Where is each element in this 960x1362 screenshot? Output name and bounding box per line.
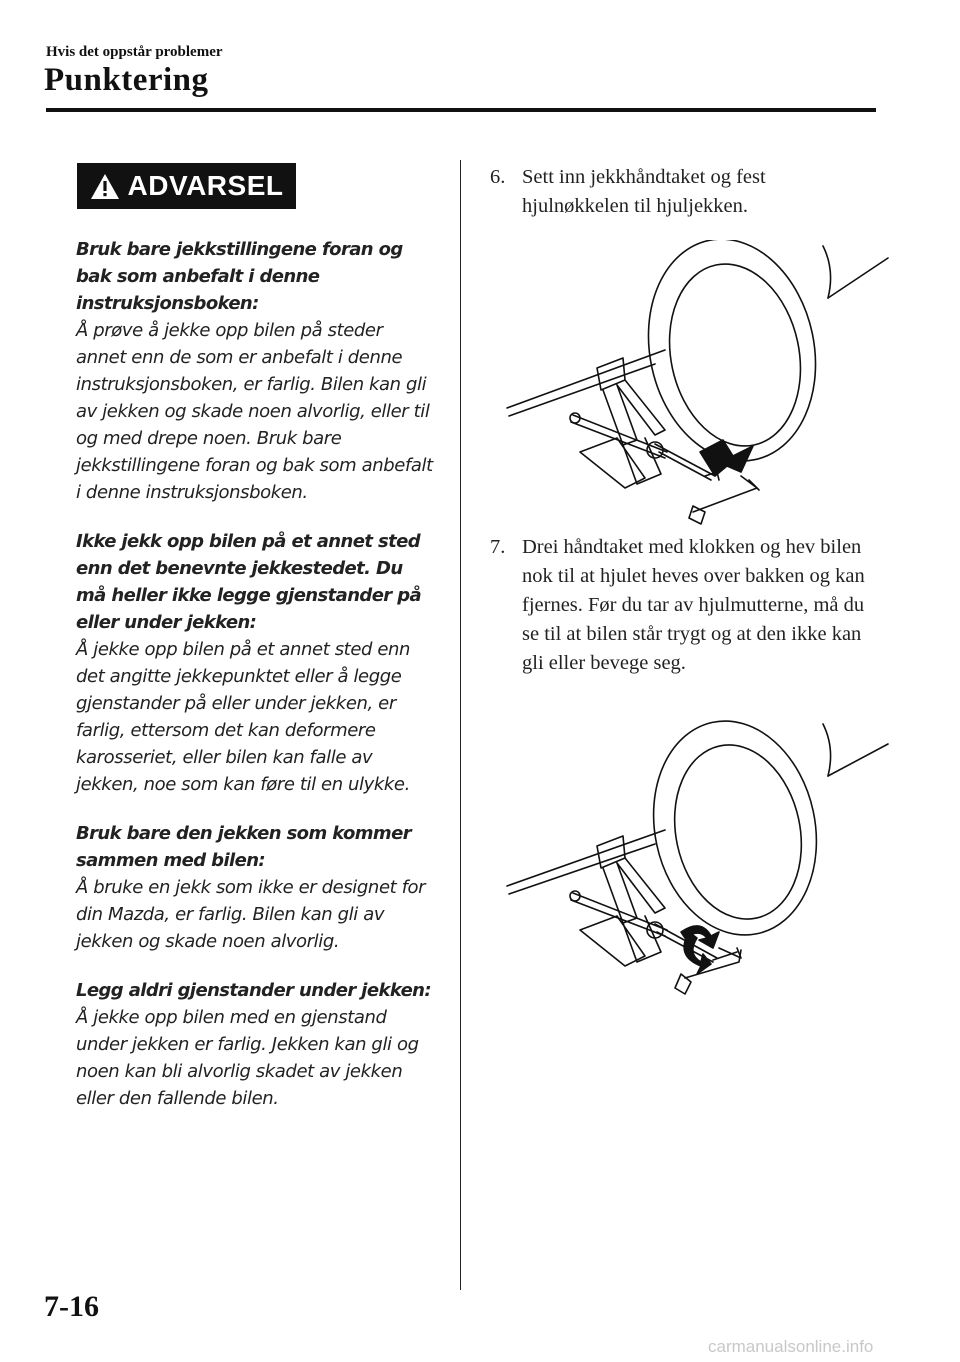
jack-raise-illustration	[505, 718, 895, 1008]
warning-triangle-icon	[90, 173, 120, 200]
warning-body	[76, 236, 436, 1134]
watermark: carmanualsonline.info	[708, 1337, 874, 1356]
step-number: 7.	[490, 536, 506, 558]
warning-text: Å jekke opp bilen med en gjenstand under jekken er farlig. Jekken kan gli og noen kan bli alvorlig skadet av jekken eller den fallende bilen.	[76, 1007, 419, 1109]
warning-text: Å prøve å jekke opp bilen på steder annet enn de som er anbefalt i denne instruksjonsboken, er farlig. Bilen kan gli av jekken og skade noen alvorlig, eller til og med drepe noen. Bruk bare jekkstillingene foran og bak som anbefalt i denne instruksjonsboken.	[76, 320, 433, 503]
warning-badge	[77, 163, 296, 209]
step-7	[490, 533, 870, 678]
page-number: 7-16	[44, 1290, 99, 1323]
step-text: Sett inn jekkhåndtaket og fest hjulnøkkelen til hjuljekken.	[522, 166, 766, 217]
warning-block	[76, 977, 436, 1112]
warning-text: Å bruke en jekk som ikke er designet for din Mazda, er farlig. Bilen kan gli av jekken og skade noen alvorlig.	[76, 877, 426, 952]
warning-block	[76, 820, 436, 955]
warning-heading: Ikke jekk opp bilen på et annet sted enn det benevnte jekkestedet. Du må heller ikke legge gjenstander på eller under jekken:	[76, 531, 422, 633]
warning-heading: Bruk bare jekkstillingene foran og bak som anbefalt i denne instruksjonsboken:	[76, 239, 403, 314]
warning-label: ADVARSEL	[127, 170, 284, 201]
section-label: Hvis det oppstår problemer	[46, 44, 223, 60]
jack-handle-illustration	[505, 240, 895, 530]
warning-block	[76, 236, 436, 506]
header-rule	[46, 108, 876, 112]
warning-heading: Bruk bare den jekken som kommer sammen med bilen:	[76, 823, 411, 871]
page-title: Punktering	[44, 62, 209, 98]
column-divider	[460, 160, 461, 1290]
step-number: 6.	[490, 166, 506, 188]
step-6	[490, 163, 870, 221]
warning-text: Å jekke opp bilen på et annet sted enn det angitte jekkepunktet eller å legge gjenstander på eller under jekken, er farlig, ettersom det kan deformere karosseriet, eller bilen kan falle av jekken, noe som kan føre til en ulykke.	[76, 639, 411, 795]
step-text: Drei håndtaket med klokken og hev bilen nok til at hjulet heves over bakken og kan fjernes. Før du tar av hjulmutterne, må du se til at bilen står trygt og at den ikke kan gli eller bevege seg.	[522, 536, 865, 674]
warning-heading: Legg aldri gjenstander under jekken:	[76, 980, 431, 1001]
warning-block	[76, 528, 436, 798]
